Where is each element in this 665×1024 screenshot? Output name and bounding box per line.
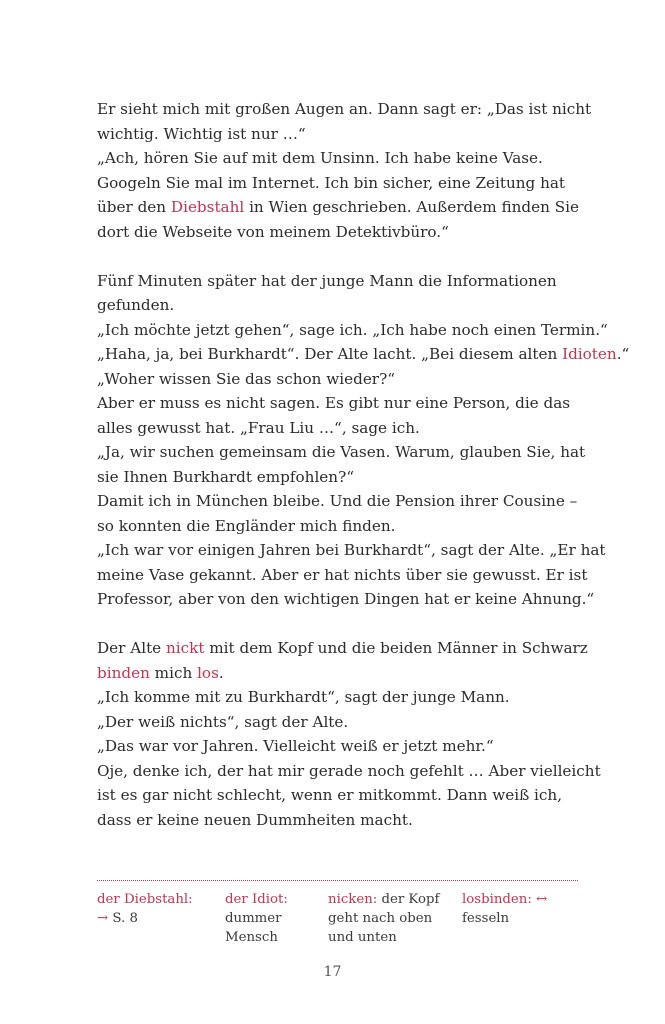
text-line	[97, 759, 601, 784]
text-line	[97, 293, 585, 318]
text-line	[97, 587, 595, 612]
text-segment: alles gewusst hat. „Frau Liu …“, sage ich.	[97, 418, 420, 437]
text-segment: Er sieht mich mit großen Augen an. Dann sagt er: „Das ist nicht	[97, 100, 592, 118]
text-segment: mit dem Kopf und die beiden Männer in Schwarz	[204, 639, 588, 657]
text-segment: .“	[616, 345, 630, 363]
text-segment: mich	[149, 663, 198, 682]
glossary-word: nickt	[166, 639, 205, 657]
glossary-term-line	[462, 890, 582, 909]
text-segment: ist es gar nicht schlecht, wenn er mitkommt. Dann weiß ich,	[97, 786, 563, 804]
text-line	[97, 416, 585, 441]
text-line	[97, 367, 585, 392]
text-segment: „Ich war vor einigen Jahren bei Burkhardt“, sagt der Alte. „Er hat	[97, 541, 606, 559]
text-segment: dass er keine neuen Dummheiten macht.	[97, 810, 413, 829]
text-segment: „Ja, wir suchen gemeinsam die Vasen. Warum, glauben Sie, hat	[97, 443, 586, 461]
arrow-right-icon: →	[97, 911, 109, 926]
glossary-word: binden	[97, 663, 150, 682]
glossary-definition: und unten	[328, 930, 397, 945]
text-line	[97, 97, 592, 122]
text-segment: „Woher wissen Sie das schon wieder?“	[97, 369, 395, 388]
text-line	[97, 563, 588, 588]
text-line	[97, 122, 585, 147]
glossary-word: los	[197, 663, 219, 682]
glossary-definition: → S. 8	[97, 911, 138, 926]
text-segment: in Wien geschrieben. Außerdem finden Sie	[244, 198, 579, 216]
text-line	[97, 440, 585, 465]
text-line	[97, 465, 585, 490]
glossary-term: der Idiot:	[225, 892, 288, 907]
glossary-word: Diebstahl	[170, 198, 245, 216]
text-line	[97, 220, 585, 245]
glossary-definition: dummer	[225, 911, 282, 926]
text-line	[97, 808, 585, 833]
text-line	[97, 269, 585, 294]
text-line	[97, 489, 585, 514]
text-line	[97, 636, 588, 661]
text-line	[97, 146, 585, 171]
text-segment: „Das war vor Jahren. Vielleicht weiß er jetzt mehr.“	[97, 737, 494, 755]
text-segment: Der Alte	[97, 639, 166, 657]
text-line	[97, 661, 585, 686]
text-segment: „Ich komme mit zu Burkhardt“, sagt der junge Mann.	[97, 688, 510, 706]
glossary-word: Idioten	[562, 345, 617, 363]
text-segment: .	[218, 663, 224, 682]
text-segment: meine Vase gekannt. Aber er hat nichts über sie gewusst. Er ist	[97, 565, 588, 584]
text-line	[97, 710, 585, 735]
body-text	[97, 97, 630, 832]
text-segment: „Ach, hören Sie auf mit dem Unsinn. Ich habe keine Vase.	[97, 149, 543, 167]
page-number: 17	[323, 964, 342, 980]
text-segment: dort die Webseite von meinem Detektivbüro.“	[97, 222, 449, 241]
glossary-definition: fesseln	[462, 911, 510, 926]
glossary-term-suffix: der Kopf	[377, 892, 440, 907]
text-segment: so konnten die Engländer mich finden.	[97, 516, 396, 535]
glossary-divider	[97, 880, 578, 881]
text-segment: „Haha, ja, bei Burkhardt“. Der Alte lacht. „Bei diesem alten	[97, 345, 563, 363]
glossary-term: nicken:	[328, 892, 378, 907]
text-line	[97, 195, 585, 220]
glossary-definition: Mensch	[225, 930, 278, 945]
text-segment: Damit ich in München bleibe. Und die Pension ihrer Cousine –	[97, 492, 578, 510]
text-line	[97, 783, 585, 808]
paragraph	[97, 636, 601, 832]
glossary-entry-losbinden	[462, 890, 582, 928]
paragraph-gap	[97, 244, 585, 269]
text-segment: Googeln Sie mal im Internet. Ich bin sicher, eine Zeitung hat	[97, 173, 566, 192]
text-segment: gefunden.	[97, 296, 175, 314]
text-segment: sie Ihnen Burkhardt empfohlen?“	[97, 467, 354, 486]
text-line	[97, 734, 585, 759]
text-line	[97, 391, 585, 416]
paragraph	[97, 269, 630, 612]
glossary-entry-idiot	[225, 890, 320, 947]
text-line	[97, 514, 585, 539]
paragraph-gap	[97, 612, 585, 637]
paragraph	[97, 97, 592, 244]
glossary-entry-diebstahl	[97, 890, 217, 928]
text-segment: Aber er muss es nicht sagen. Es gibt nur eine Person, die das	[97, 394, 571, 412]
text-segment: „Der weiß nichts“, sagt der Alte.	[97, 712, 349, 731]
text-segment: Fünf Minuten später hat der junge Mann die Informationen	[97, 271, 557, 290]
glossary-term-line	[328, 890, 456, 909]
text-segment: über den	[97, 198, 171, 216]
text-segment: „Ich möchte jetzt gehen“, sage ich. „Ich habe noch einen Termin.“	[97, 320, 608, 339]
text-line	[97, 342, 630, 367]
arrow-left-right-icon: ↔	[531, 892, 548, 907]
text-line	[97, 685, 585, 710]
glossary-term: losbinden:	[462, 892, 532, 907]
glossary-entry-nicken	[328, 890, 456, 947]
glossary-term: der Diebstahl:	[97, 892, 193, 907]
text-line	[97, 171, 585, 196]
text-line	[97, 538, 606, 563]
text-line	[97, 318, 608, 343]
text-segment: Oje, denke ich, der hat mir gerade noch gefehlt … Aber vielleicht	[97, 761, 601, 780]
text-segment: wichtig. Wichtig ist nur …“	[97, 124, 306, 143]
text-segment: Professor, aber von den wichtigen Dingen hat er keine Ahnung.“	[97, 590, 595, 608]
glossary-definition: geht nach oben	[328, 911, 433, 926]
